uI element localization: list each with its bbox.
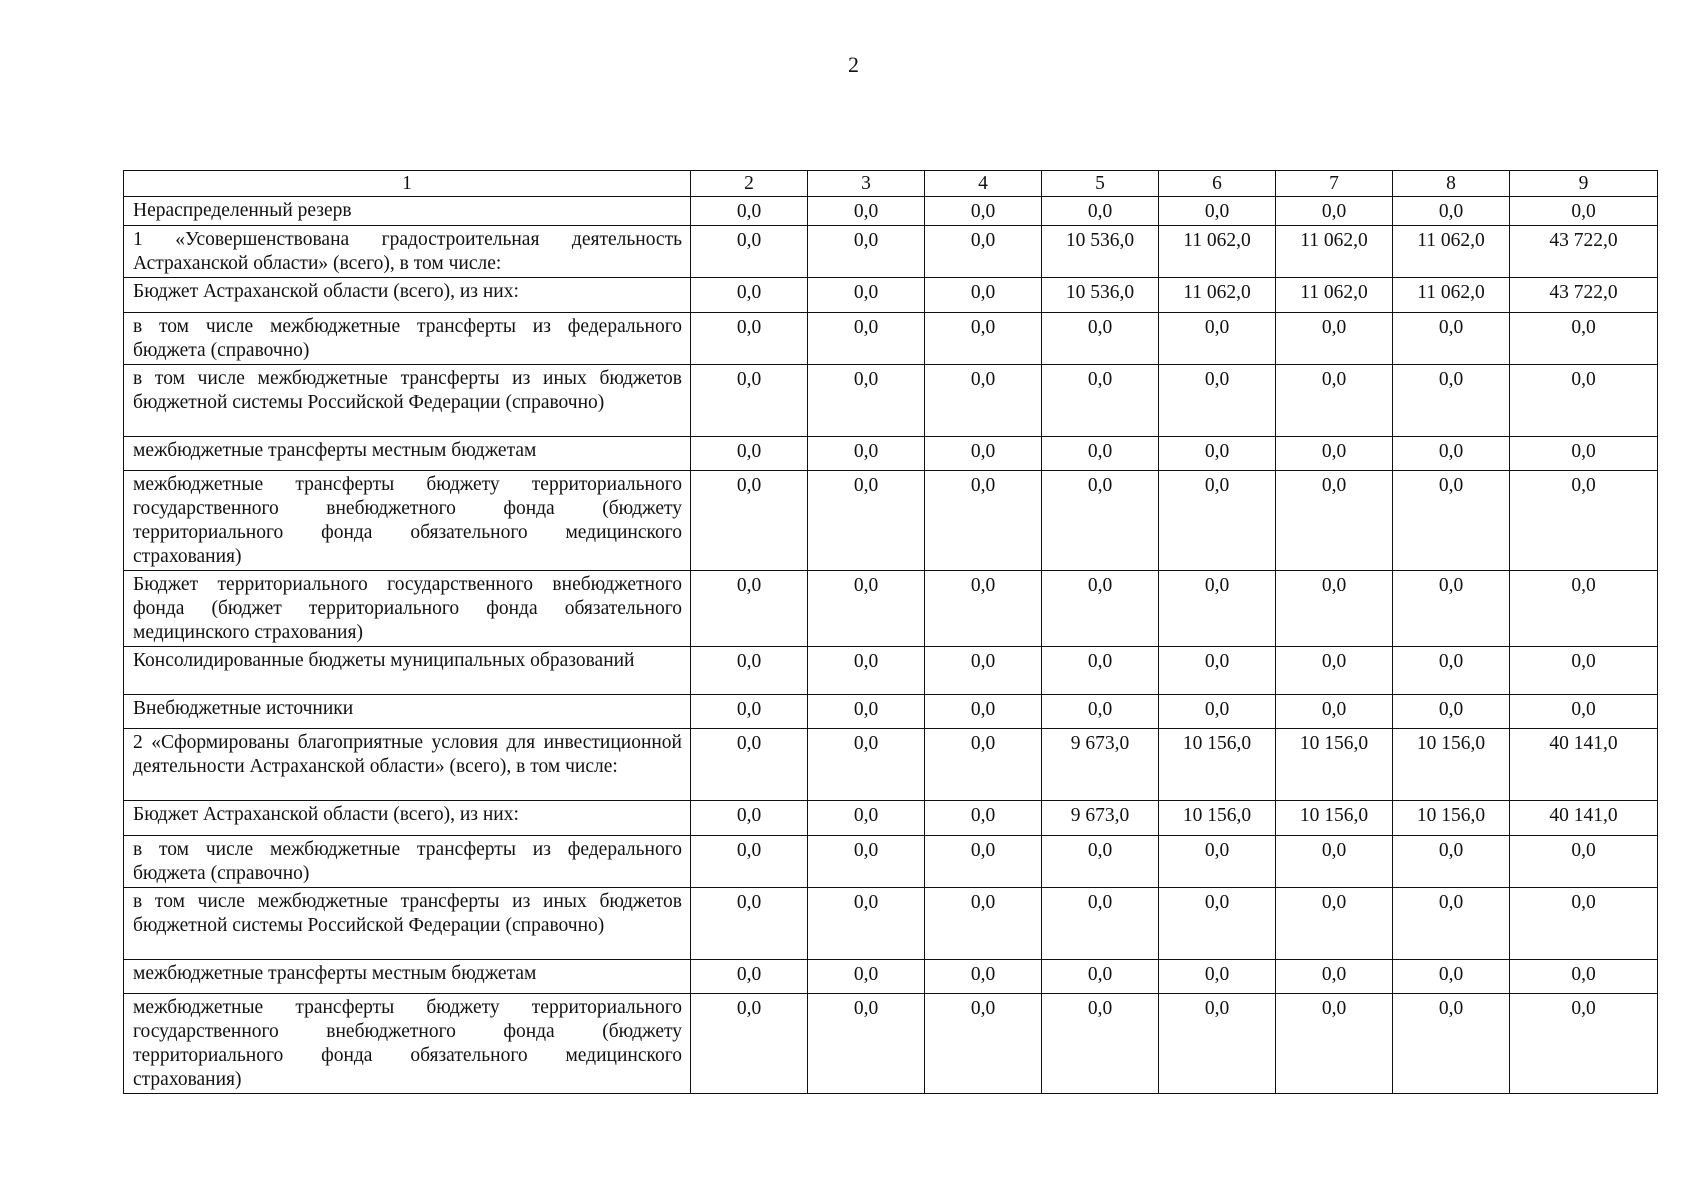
- value-cell: 0,0: [1159, 571, 1276, 647]
- value-cell: 0,0: [1159, 197, 1276, 226]
- table-row: [124, 801, 1658, 836]
- table-row: [124, 313, 1658, 365]
- value-cell: 0,0: [1393, 437, 1510, 471]
- value-cell: 0,0: [1159, 994, 1276, 1094]
- value-cell: 43 722,0: [1510, 226, 1658, 278]
- value-cell: 0,0: [1393, 994, 1510, 1094]
- row-label: межбюджетные трансферты местным бюджетам: [124, 960, 691, 994]
- value-cell: 0,0: [925, 836, 1042, 888]
- value-cell: 0,0: [925, 313, 1042, 365]
- value-cell: 0,0: [1042, 836, 1159, 888]
- row-label: Бюджет территориального государственного внебюджетного фонда (бюджет территориального фонда обязательного медицинского страхования): [124, 571, 691, 647]
- value-cell: 0,0: [925, 960, 1042, 994]
- budget-table: [123, 170, 1658, 1094]
- value-cell: 9 673,0: [1042, 801, 1159, 836]
- value-cell: 0,0: [1042, 994, 1159, 1094]
- value-cell: 40 141,0: [1510, 801, 1658, 836]
- row-label: в том числе межбюджетные трансферты из федерального бюджета (справочно): [124, 313, 691, 365]
- value-cell: 0,0: [691, 197, 808, 226]
- value-cell: 0,0: [1393, 313, 1510, 365]
- value-cell: 0,0: [1393, 695, 1510, 729]
- row-label: в том числе межбюджетные трансферты из иных бюджетов бюджетной системы Российской Федерации (справочно): [124, 365, 691, 437]
- value-cell: 0,0: [808, 647, 925, 695]
- table-row: [124, 278, 1658, 313]
- value-cell: 0,0: [1276, 571, 1393, 647]
- value-cell: 0,0: [1159, 313, 1276, 365]
- value-cell: 10 536,0: [1042, 278, 1159, 313]
- value-cell: 0,0: [808, 365, 925, 437]
- value-cell: 0,0: [691, 888, 808, 960]
- row-label: межбюджетные трансферты местным бюджетам: [124, 437, 691, 471]
- value-cell: 0,0: [1276, 437, 1393, 471]
- row-label: в том числе межбюджетные трансферты из иных бюджетов бюджетной системы Российской Федерации (справочно): [124, 888, 691, 960]
- value-cell: 0,0: [1510, 437, 1658, 471]
- table-row: [124, 437, 1658, 471]
- row-label: межбюджетные трансферты бюджету территориального государственного внебюджетного фонда (бюджету территориального фонда обязательного медицинского страхования): [124, 471, 691, 571]
- row-label: Нераспределенный резерв: [124, 197, 691, 226]
- value-cell: 0,0: [1276, 647, 1393, 695]
- value-cell: 0,0: [691, 471, 808, 571]
- value-cell: 0,0: [1393, 471, 1510, 571]
- value-cell: 0,0: [808, 437, 925, 471]
- value-cell: 0,0: [691, 365, 808, 437]
- value-cell: 0,0: [1510, 365, 1658, 437]
- page-number: 2: [848, 52, 859, 77]
- value-cell: 0,0: [1159, 836, 1276, 888]
- table-row: [124, 994, 1658, 1094]
- table-row: [124, 888, 1658, 960]
- value-cell: 0,0: [1510, 695, 1658, 729]
- value-cell: 11 062,0: [1159, 226, 1276, 278]
- value-cell: 10 156,0: [1159, 801, 1276, 836]
- value-cell: 0,0: [808, 960, 925, 994]
- value-cell: 0,0: [1276, 197, 1393, 226]
- value-cell: 0,0: [1042, 197, 1159, 226]
- value-cell: 0,0: [925, 437, 1042, 471]
- value-cell: 0,0: [925, 226, 1042, 278]
- row-label: Внебюджетные источники: [124, 695, 691, 729]
- value-cell: 0,0: [1042, 471, 1159, 571]
- value-cell: 11 062,0: [1276, 278, 1393, 313]
- table-body: [124, 197, 1658, 1094]
- value-cell: 0,0: [691, 226, 808, 278]
- value-cell: 10 156,0: [1393, 729, 1510, 801]
- value-cell: 0,0: [1393, 888, 1510, 960]
- value-cell: 0,0: [691, 695, 808, 729]
- value-cell: 40 141,0: [1510, 729, 1658, 801]
- table-row: [124, 695, 1658, 729]
- value-cell: 0,0: [691, 571, 808, 647]
- row-label: Консолидированные бюджеты муниципальных образований: [124, 647, 691, 695]
- value-cell: 0,0: [1042, 888, 1159, 960]
- value-cell: 0,0: [691, 960, 808, 994]
- value-cell: 0,0: [1393, 647, 1510, 695]
- table-row: [124, 471, 1658, 571]
- row-label: 2 «Сформированы благоприятные условия для инвестиционной деятельности Астраханской области» (всего), в том числе:: [124, 729, 691, 801]
- value-cell: 0,0: [1159, 471, 1276, 571]
- value-cell: 0,0: [1510, 888, 1658, 960]
- value-cell: 11 062,0: [1276, 226, 1393, 278]
- table-row: [124, 836, 1658, 888]
- value-cell: 0,0: [1510, 647, 1658, 695]
- value-cell: 0,0: [1276, 695, 1393, 729]
- value-cell: 0,0: [691, 313, 808, 365]
- table-row: [124, 729, 1658, 801]
- value-cell: 0,0: [1510, 836, 1658, 888]
- value-cell: 0,0: [925, 994, 1042, 1094]
- value-cell: 0,0: [925, 471, 1042, 571]
- value-cell: 0,0: [925, 571, 1042, 647]
- value-cell: 0,0: [691, 729, 808, 801]
- value-cell: 10 536,0: [1042, 226, 1159, 278]
- value-cell: 0,0: [1042, 571, 1159, 647]
- value-cell: 0,0: [925, 695, 1042, 729]
- value-cell: 0,0: [1159, 437, 1276, 471]
- value-cell: 9 673,0: [1042, 729, 1159, 801]
- value-cell: 0,0: [808, 695, 925, 729]
- value-cell: 10 156,0: [1159, 729, 1276, 801]
- value-cell: 0,0: [691, 801, 808, 836]
- table-row: [124, 226, 1658, 278]
- value-cell: 0,0: [925, 278, 1042, 313]
- column-header: 5: [1042, 171, 1159, 197]
- value-cell: 0,0: [1393, 836, 1510, 888]
- value-cell: 11 062,0: [1393, 226, 1510, 278]
- value-cell: 0,0: [808, 471, 925, 571]
- value-cell: 0,0: [1042, 647, 1159, 695]
- value-cell: 0,0: [808, 571, 925, 647]
- value-cell: 0,0: [1276, 471, 1393, 571]
- value-cell: 0,0: [1510, 571, 1658, 647]
- value-cell: 0,0: [808, 313, 925, 365]
- value-cell: 0,0: [808, 278, 925, 313]
- value-cell: 0,0: [925, 647, 1042, 695]
- column-header: 3: [808, 171, 925, 197]
- value-cell: 0,0: [691, 836, 808, 888]
- value-cell: 0,0: [1510, 313, 1658, 365]
- value-cell: 0,0: [1042, 437, 1159, 471]
- table-row: [124, 647, 1658, 695]
- value-cell: 0,0: [691, 647, 808, 695]
- column-header: 6: [1159, 171, 1276, 197]
- value-cell: 0,0: [1159, 647, 1276, 695]
- value-cell: 0,0: [1159, 365, 1276, 437]
- row-label: Бюджет Астраханской области (всего), из них:: [124, 801, 691, 836]
- value-cell: 0,0: [1393, 960, 1510, 994]
- value-cell: 0,0: [1510, 994, 1658, 1094]
- value-cell: 0,0: [1042, 365, 1159, 437]
- value-cell: 10 156,0: [1393, 801, 1510, 836]
- value-cell: 0,0: [1393, 197, 1510, 226]
- column-header: 7: [1276, 171, 1393, 197]
- table-row: [124, 571, 1658, 647]
- value-cell: 0,0: [808, 226, 925, 278]
- row-label: межбюджетные трансферты бюджету территориального государственного внебюджетного фонда (бюджету территориального фонда обязательного медицинского страхования): [124, 994, 691, 1094]
- value-cell: 43 722,0: [1510, 278, 1658, 313]
- value-cell: 0,0: [1510, 197, 1658, 226]
- value-cell: 11 062,0: [1393, 278, 1510, 313]
- value-cell: 0,0: [1276, 994, 1393, 1094]
- value-cell: 0,0: [925, 197, 1042, 226]
- value-cell: 0,0: [1393, 365, 1510, 437]
- row-label: Бюджет Астраханской области (всего), из них:: [124, 278, 691, 313]
- column-header: 4: [925, 171, 1042, 197]
- value-cell: 0,0: [808, 729, 925, 801]
- table-row: [124, 365, 1658, 437]
- value-cell: 0,0: [1510, 960, 1658, 994]
- value-cell: 0,0: [1276, 836, 1393, 888]
- column-number-row: [124, 171, 1658, 197]
- value-cell: 0,0: [1276, 313, 1393, 365]
- value-cell: 0,0: [691, 278, 808, 313]
- value-cell: 11 062,0: [1159, 278, 1276, 313]
- value-cell: 0,0: [691, 437, 808, 471]
- value-cell: 0,0: [1042, 695, 1159, 729]
- value-cell: 0,0: [925, 729, 1042, 801]
- value-cell: 0,0: [1276, 960, 1393, 994]
- value-cell: 10 156,0: [1276, 801, 1393, 836]
- value-cell: 0,0: [1276, 365, 1393, 437]
- value-cell: 0,0: [1159, 888, 1276, 960]
- value-cell: 0,0: [1393, 571, 1510, 647]
- value-cell: 0,0: [1159, 960, 1276, 994]
- value-cell: 0,0: [808, 888, 925, 960]
- value-cell: 0,0: [1510, 471, 1658, 571]
- value-cell: 0,0: [808, 994, 925, 1094]
- value-cell: 0,0: [808, 836, 925, 888]
- row-label: 1 «Усовершенствована градостроительная деятельность Астраханской области» (всего), в том числе:: [124, 226, 691, 278]
- value-cell: 0,0: [1276, 888, 1393, 960]
- column-header: 2: [691, 171, 808, 197]
- column-header: 8: [1393, 171, 1510, 197]
- value-cell: 0,0: [1159, 695, 1276, 729]
- column-header: 1: [124, 171, 691, 197]
- table-row: [124, 197, 1658, 226]
- value-cell: 0,0: [1042, 960, 1159, 994]
- value-cell: 0,0: [691, 994, 808, 1094]
- column-header: 9: [1510, 171, 1658, 197]
- value-cell: 0,0: [925, 801, 1042, 836]
- value-cell: 0,0: [808, 197, 925, 226]
- value-cell: 0,0: [925, 888, 1042, 960]
- value-cell: 0,0: [925, 365, 1042, 437]
- value-cell: 0,0: [808, 801, 925, 836]
- value-cell: 10 156,0: [1276, 729, 1393, 801]
- value-cell: 0,0: [1042, 313, 1159, 365]
- table-row: [124, 960, 1658, 994]
- row-label: в том числе межбюджетные трансферты из федерального бюджета (справочно): [124, 836, 691, 888]
